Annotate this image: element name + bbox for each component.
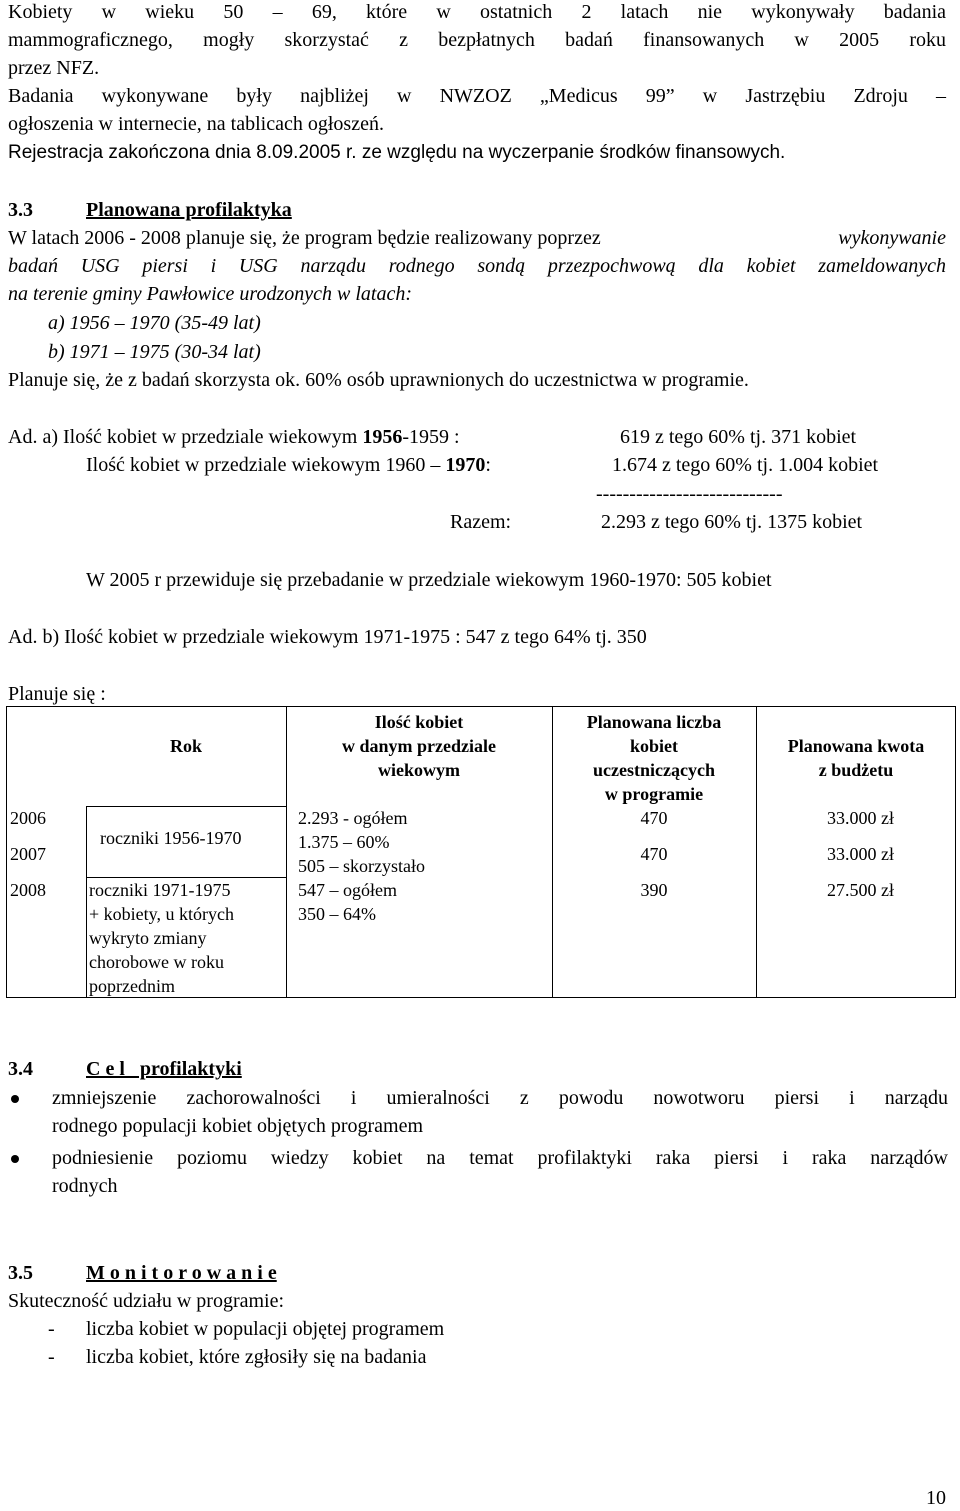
- ad-a-dashes: ----------------------------: [596, 483, 783, 505]
- group2-ilosc: [298, 878, 397, 926]
- group1-label: roczniki 1956-1970: [100, 828, 242, 848]
- table-divider: [86, 806, 286, 807]
- s34-bullet-2-line-2: rodnych: [52, 1175, 118, 1197]
- intro-line-6: Rejestracja zakończona dnia 8.09.2005 r. ze względu na wyczerpanie środków finansowych.: [8, 142, 786, 163]
- s33-list-a: a) 1956 – 1970 (35-49 lat): [48, 312, 261, 334]
- intro-line-2: mammograficznego, mogły skorzystać z bezpłatnych badań finansowanych w 2005 roku: [8, 29, 946, 51]
- dash-icon: -: [48, 1318, 55, 1340]
- header-ilosc-line: Ilość kobiet: [374, 712, 464, 732]
- table-count-2006: 470: [640, 808, 668, 828]
- table-count-2008: 390: [640, 880, 668, 900]
- s33-plan: Planuje się, że z badań skorzysta ok. 60% osób uprawnionych do uczestnictwa w programie.: [8, 369, 749, 391]
- s33-p1-text: W latach 2006 - 2008 planuje się, że program będzie realizowany poprzez: [8, 227, 601, 249]
- group1-ilosc-line: 505 – skorzystało: [298, 856, 425, 876]
- group2-label-line: wykryto zmiany: [89, 928, 207, 948]
- ad-a-years-bold-2: 1970: [445, 454, 486, 476]
- s33-paragraph-line-2: badań USG piersi i USG narządu rodnego sondą przezpochwową dla kobiet zameldowanych: [8, 255, 946, 277]
- ad-b-line: Ad. b) Ilość kobiet w przedziale wiekowym 1971-1975 : 547 z tego 64% tj. 350: [8, 626, 647, 648]
- header-ilosc-line: wiekowym: [378, 760, 460, 780]
- s35-item-1: liczba kobiet w populacji objętej programem: [86, 1318, 445, 1340]
- table-year-2008: 2008: [10, 880, 46, 900]
- page-number: 10: [926, 1487, 946, 1509]
- header-rok: Rok: [169, 736, 202, 756]
- ad-a-line-2: [86, 455, 491, 475]
- bullet-icon: [11, 1095, 19, 1103]
- s35-item-2: liczba kobiet, które zgłosiły się na badania: [86, 1346, 427, 1368]
- plan-label: Planuje się :: [8, 683, 106, 705]
- ad-a-line2-colon: :: [485, 454, 491, 476]
- ad-a-forecast: W 2005 r przewiduje się przebadanie w przedziale wiekowym 1960-1970: 505 kobiet: [86, 569, 772, 591]
- group2-label-line: + kobiety, u których: [89, 904, 234, 924]
- group2-ilosc-line: 547 – ogółem: [298, 880, 397, 900]
- group2-label-line: roczniki 1971-1975: [89, 880, 231, 900]
- table-amount-2007: 33.000 zł: [827, 844, 894, 864]
- ad-a-count-1: 619 z tego 60% tj. 371 kobiet: [620, 426, 857, 448]
- group2-label-line: chorobowe w roku: [89, 952, 224, 972]
- s34-bullet-1-line-2: rodnego populacji kobiet objętych programem: [52, 1115, 424, 1137]
- header-liczba-line: kobiet: [629, 736, 678, 756]
- intro-line-3: przez NFZ.: [8, 57, 100, 79]
- bullet-icon: [11, 1155, 19, 1163]
- s34-bullet-2-line-1: podniesienie poziomu wiedzy kobiet na temat profilaktyki raka piersi i raka narządów: [52, 1147, 948, 1169]
- table-count-2007: 470: [640, 844, 668, 864]
- intro-line-4: Badania wykonywane były najbliżej w NWZOZ „Medicus 99” w Jastrzębiu Zdroju –: [8, 85, 946, 107]
- header-liczba-line: w programie: [604, 784, 704, 804]
- section-3-4-number: 3.4: [8, 1058, 33, 1080]
- header-liczba-line: Planowana liczba: [586, 712, 722, 732]
- s33-list-b: b) 1971 – 1975 (30-34 lat): [48, 341, 261, 363]
- ad-a-line2-prefix: Ilość kobiet w przedziale wiekowym 1960 –: [86, 454, 441, 476]
- ad-a-razem-label: Razem:: [450, 511, 512, 533]
- section-3-5-number: 3.5: [8, 1262, 33, 1284]
- dash-icon: -: [48, 1346, 55, 1368]
- header-kwota-line: Planowana kwota: [787, 736, 925, 756]
- ad-a-years-rest-1: -1959 :: [402, 426, 460, 448]
- table-year-2007: 2007: [10, 844, 46, 864]
- ad-a-line-1: [8, 427, 460, 447]
- group2-label-line: poprzednim: [89, 976, 175, 996]
- s35-intro: Skuteczność udziału w programie:: [8, 1290, 285, 1312]
- header-liczba-line: uczestniczących: [593, 760, 715, 780]
- group2-label: [89, 878, 234, 998]
- header-kwota: [756, 734, 956, 782]
- table-year-2006: 2006: [10, 808, 46, 828]
- group2-ilosc-line: 350 – 64%: [298, 904, 376, 924]
- intro-line-5: ogłoszenia w internecie, na tablicach ogłoszeń.: [8, 113, 384, 135]
- section-3-3-title: Planowana profilaktyka: [86, 199, 292, 221]
- group1-ilosc-line: 1.375 – 60%: [298, 832, 390, 852]
- group1-ilosc-line: 2.293 - ogółem: [298, 808, 408, 828]
- intro-line-1: Kobiety w wieku 50 – 69, które w ostatnich 2 latach nie wykonywały badania: [8, 1, 946, 23]
- s33-p1-italic: wykonywanie: [838, 227, 946, 249]
- s33-paragraph-line-3: na terenie gminy Pawłowice urodzonych w latach:: [8, 283, 412, 305]
- header-liczba: [552, 710, 756, 806]
- group1-ilosc: [298, 806, 425, 878]
- table-divider: [86, 806, 87, 998]
- ad-a-years-bold-1: 1956: [362, 426, 403, 448]
- header-ilosc-line: w danym przedziale: [342, 736, 496, 756]
- table-amount-2008: 27.500 zł: [827, 880, 894, 900]
- table-amount-2006: 33.000 zł: [827, 808, 894, 828]
- header-kwota-line: z budżetu: [818, 760, 894, 780]
- s34-bullet-1-line-1: zmniejszenie zachorowalności i umieralności z powodu nowotworu piersi i narządu: [52, 1087, 948, 1109]
- ad-a-razem-value: 2.293 z tego 60% tj. 1375 kobiet: [601, 511, 863, 533]
- ad-a-prefix: Ad. a) Ilość kobiet w przedziale wiekowym: [8, 426, 358, 448]
- section-3-4-title: C e l profilaktyki: [86, 1058, 242, 1080]
- s33-paragraph-line-1: [8, 228, 946, 248]
- ad-a-count-2: 1.674 z tego 60% tj. 1.004 kobiet: [612, 454, 879, 476]
- section-3-3-number: 3.3: [8, 199, 33, 221]
- section-3-5-title: M o n i t o r o w a n i e: [86, 1262, 277, 1284]
- header-ilosc: [286, 710, 552, 782]
